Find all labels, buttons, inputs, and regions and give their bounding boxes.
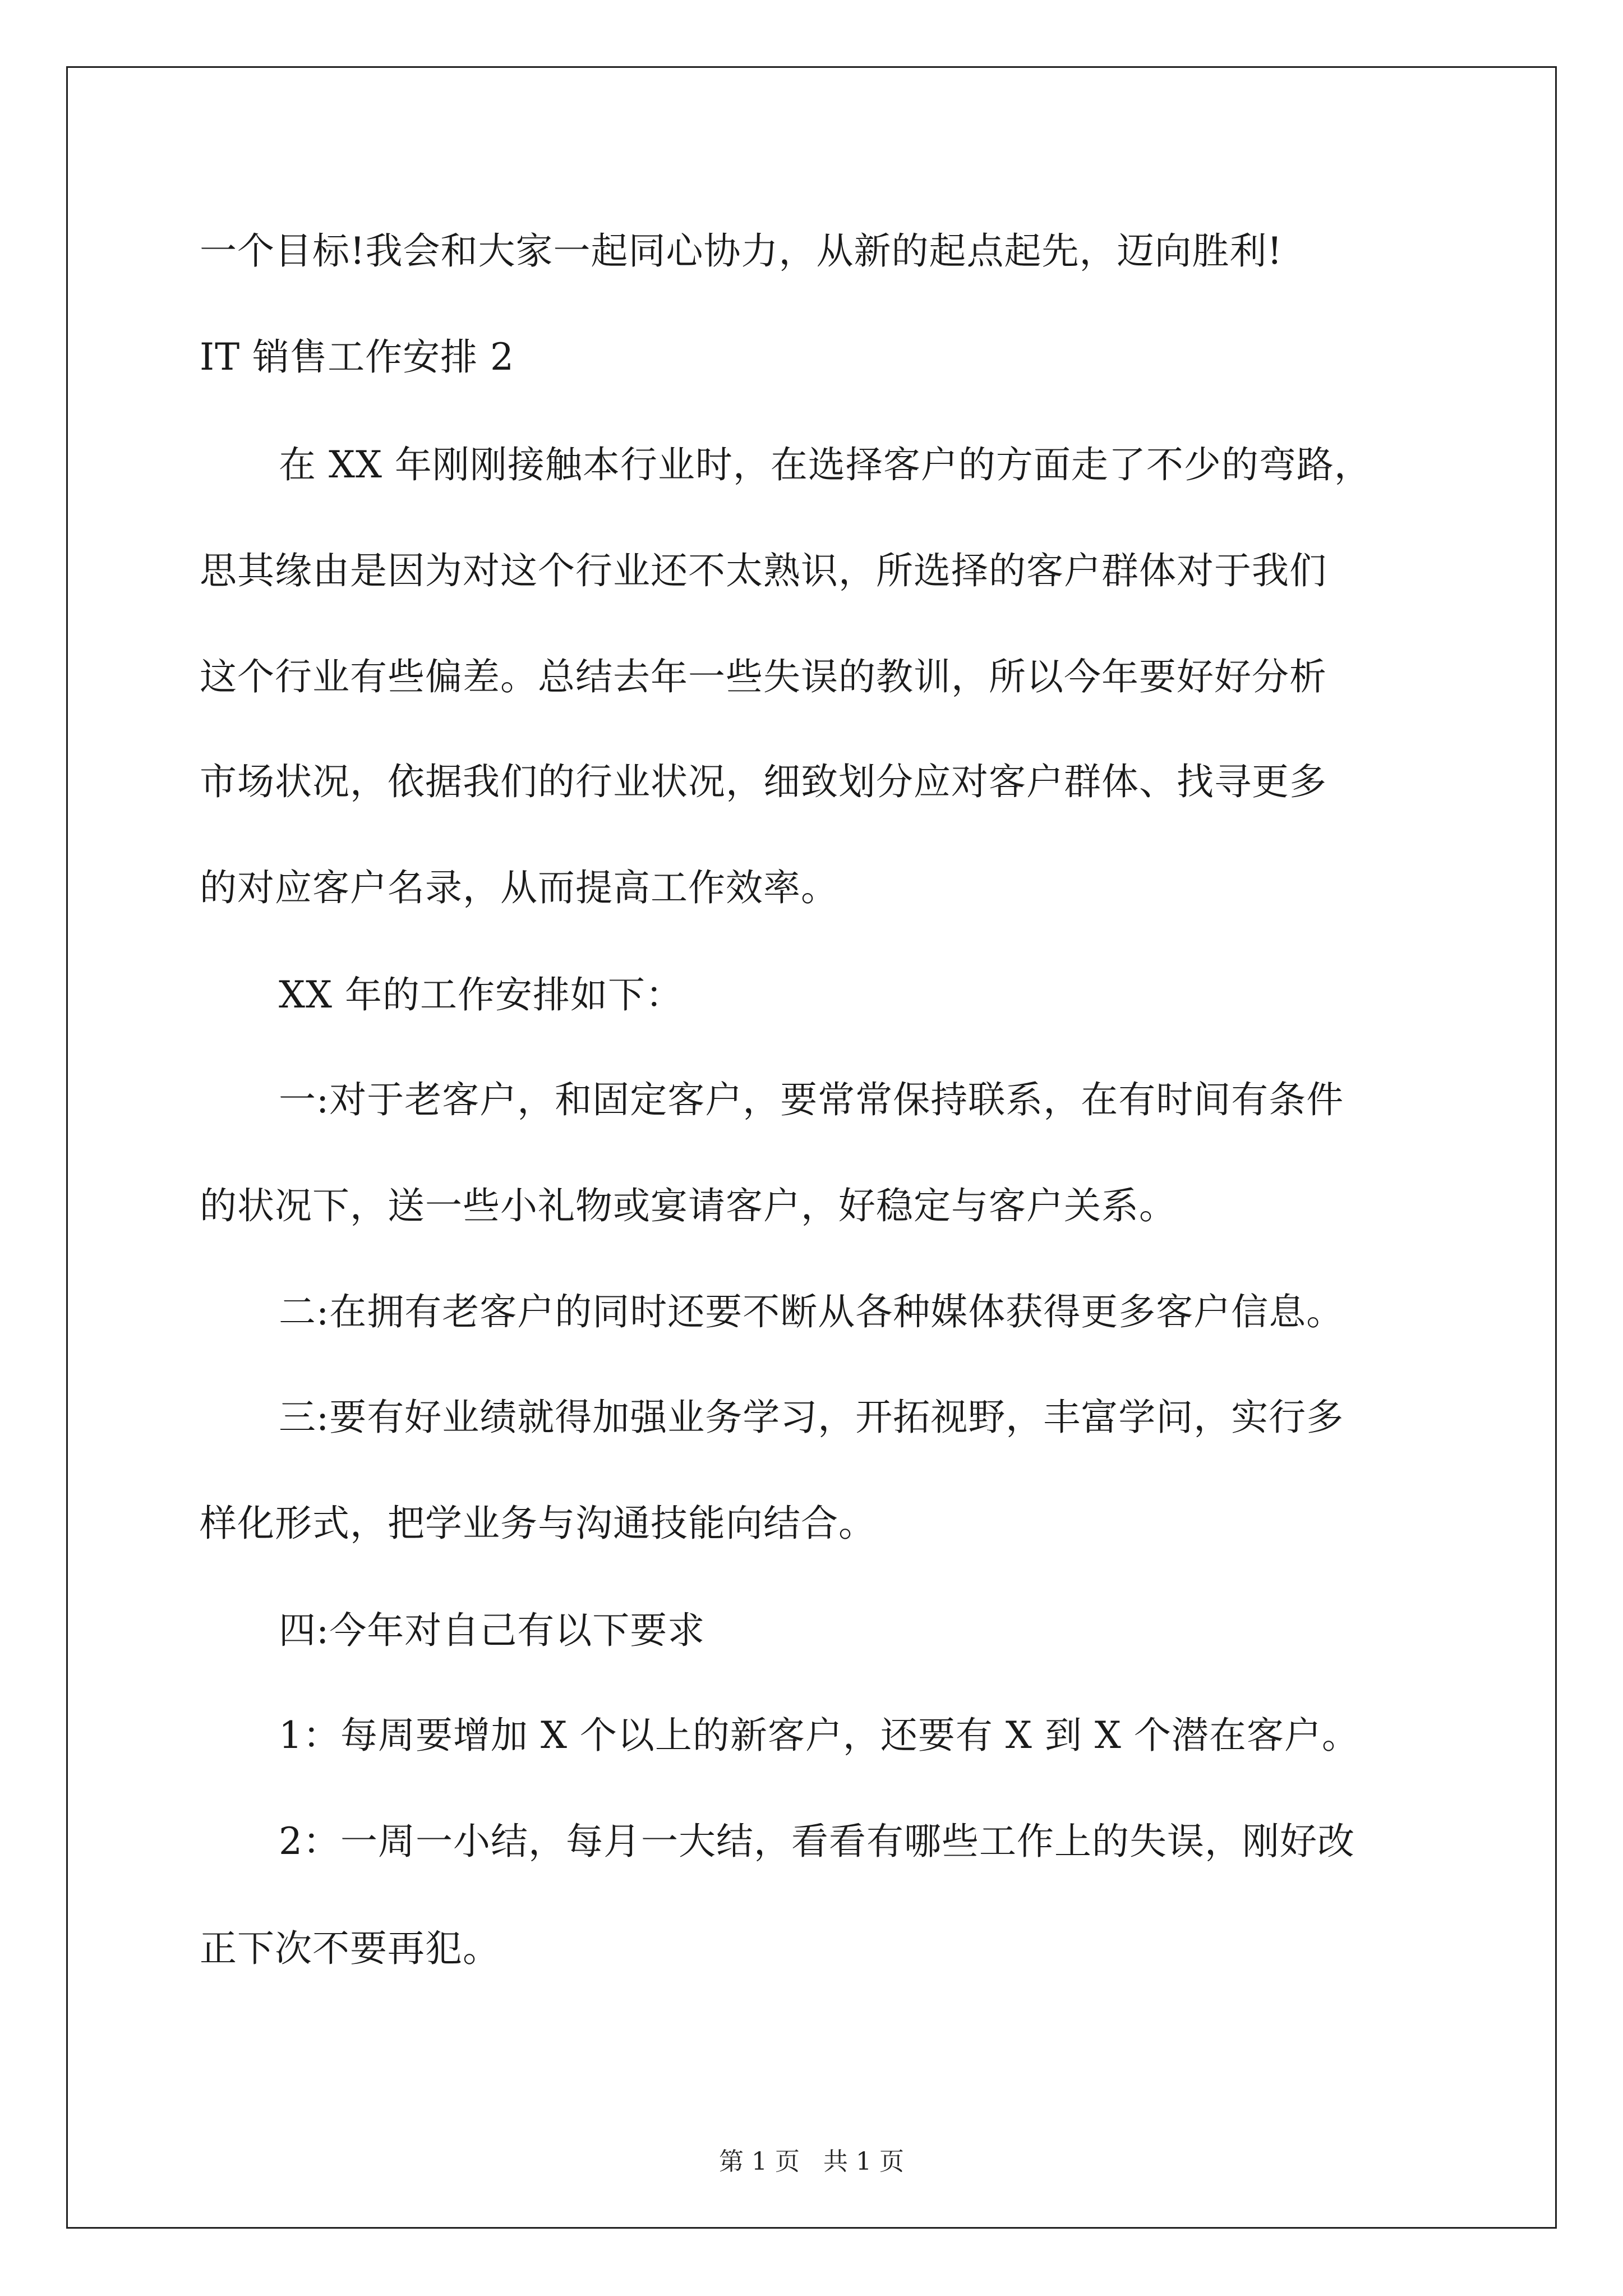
text-line: 思其缘由是因为对这个行业还不太熟识，所选择的客户群体对于我们 — [200, 549, 1327, 592]
text-line: XX 年的工作安排如下： — [279, 973, 683, 1016]
section-heading: IT 销售工作安排 2 — [200, 335, 515, 379]
text-line: 正下次不要再犯。 — [200, 1927, 500, 1970]
text-line: 市场状况，依据我们的行业状况，细致划分应对客户群体、找寻更多 — [200, 760, 1327, 803]
text-line: 的状况下，送一些小礼物或宴请客户，好稳定与客户关系。 — [200, 1184, 1177, 1227]
text-line: 一个目标!我会和大家一起同心协力，从新的起点起先，迈向胜利! — [200, 229, 1283, 273]
text-line: 在 XX 年刚刚接触本行业时，在选择客户的方面走了不少的弯路， — [279, 443, 1372, 486]
text-line: 三:要有好业绩就得加强业务学习，开拓视野，丰富学问，实行多 — [279, 1396, 1344, 1439]
text-line: 样化形式，把学业务与沟通技能向结合。 — [200, 1502, 876, 1545]
text-line: 2：一周一小结，每月一大结，看看有哪些工作上的失误，刚好改 — [279, 1820, 1355, 1863]
text-line: 四:今年对自己有以下要求 — [279, 1609, 706, 1652]
page-border — [66, 66, 1557, 2229]
text-line: 一:对于老客户，和固定客户，要常常保持联系，在有时间有条件 — [279, 1078, 1344, 1121]
text-line: 这个行业有些偏差。总结去年一些失误的教训，所以今年要好好分析 — [200, 655, 1327, 698]
text-line: 的对应客户名录，从而提高工作效率。 — [200, 866, 838, 909]
page-number: 第 1 页 共 1 页 — [719, 2147, 904, 2176]
text-line: 二:在拥有老客户的同时还要不断从各种媒体获得更多客户信息。 — [279, 1290, 1344, 1333]
text-line: 1：每周要增加 X 个以上的新客户，还要有 X 到 X 个潜在客户。 — [279, 1714, 1359, 1757]
